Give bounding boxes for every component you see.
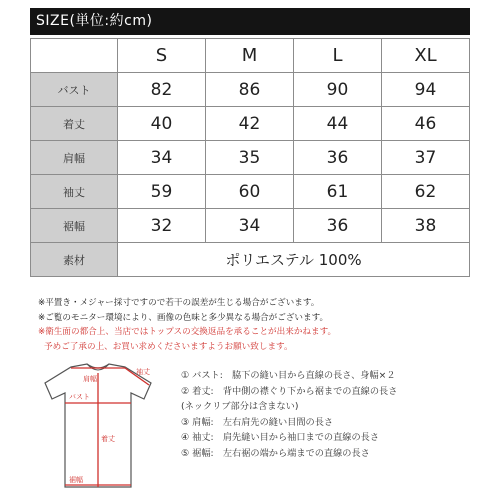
corner-cell <box>31 39 118 73</box>
size-xl: XL <box>382 39 470 73</box>
size-l: L <box>294 39 382 73</box>
shoulder-label: 肩幅 <box>83 375 97 383</box>
size-s: S <box>118 39 206 73</box>
measurement-legend <box>181 368 481 462</box>
cell: 46 <box>382 107 470 141</box>
tshirt-diagram <box>33 361 163 491</box>
legend-line: ④ 袖丈: 肩先縫い目から袖口までの直線の長さ <box>181 432 380 444</box>
row-material <box>31 243 470 277</box>
cell: 94 <box>382 73 470 107</box>
legend-line: ① バスト: 脇下の縫い目から直線の長さ、身幅×２ <box>181 370 396 381</box>
size-title: SIZE(単位:約cm) <box>30 8 470 35</box>
row-shoulder <box>31 141 470 175</box>
hem-label: 裾幅 <box>69 476 83 484</box>
bust-label: バスト <box>69 393 90 401</box>
cell: 86 <box>206 73 294 107</box>
cell: 82 <box>118 73 206 107</box>
size-header-row <box>31 39 470 73</box>
material-value: ポリエステル 100% <box>118 243 470 277</box>
sleeve-label: 袖丈 <box>136 368 150 376</box>
length-label: 着丈 <box>101 435 115 443</box>
cell: 44 <box>294 107 382 141</box>
cell: 59 <box>118 175 206 209</box>
cell: 36 <box>294 209 382 243</box>
row-hem <box>31 209 470 243</box>
row-label: 着丈 <box>31 107 118 141</box>
row-label: バスト <box>31 73 118 107</box>
material-label: 素材 <box>31 243 118 277</box>
legend-line: ⑤ 裾幅: 左右裾の端から端までの直線の長さ <box>181 447 370 459</box>
legend-line: (ネックリブ部分は含まない) <box>181 401 299 413</box>
cell: 34 <box>206 209 294 243</box>
row-label: 肩幅 <box>31 141 118 175</box>
cell: 62 <box>382 175 470 209</box>
cell: 35 <box>206 141 294 175</box>
notes <box>38 296 478 354</box>
cell: 60 <box>206 175 294 209</box>
cell: 42 <box>206 107 294 141</box>
cell: 34 <box>118 141 206 175</box>
size-table <box>30 38 470 277</box>
row-label: 裾幅 <box>31 209 118 243</box>
cell: 37 <box>382 141 470 175</box>
warning-line: ※衛生面の都合上、当店ではトップスの交換返品を承ることが出来かねます。 <box>38 327 337 337</box>
note-line: ※ご覧のモニター環境により、画像の色味と多少異なる場合がございます。 <box>38 312 329 323</box>
cell: 40 <box>118 107 206 141</box>
size-m: M <box>206 39 294 73</box>
legend-line: ③ 肩幅: 左右肩先の縫い目間の長さ <box>181 416 334 428</box>
note-line: ※平置き・メジャー採寸ですので若干の誤差が生じる場合がございます。 <box>38 298 320 308</box>
cell: 61 <box>294 175 382 209</box>
cell: 32 <box>118 209 206 243</box>
cell: 36 <box>294 141 382 175</box>
cell: 38 <box>382 209 470 243</box>
row-sleeve <box>31 175 470 209</box>
legend-line: ② 着丈: 背中側の襟ぐり下から裾までの直線の長さ <box>181 385 398 397</box>
cell: 90 <box>294 73 382 107</box>
row-bust <box>31 73 470 107</box>
warning-line: 予めご了承の上、お買い求めくださいますようお願い致します。 <box>44 341 293 352</box>
row-length <box>31 107 470 141</box>
row-label: 袖丈 <box>31 175 118 209</box>
